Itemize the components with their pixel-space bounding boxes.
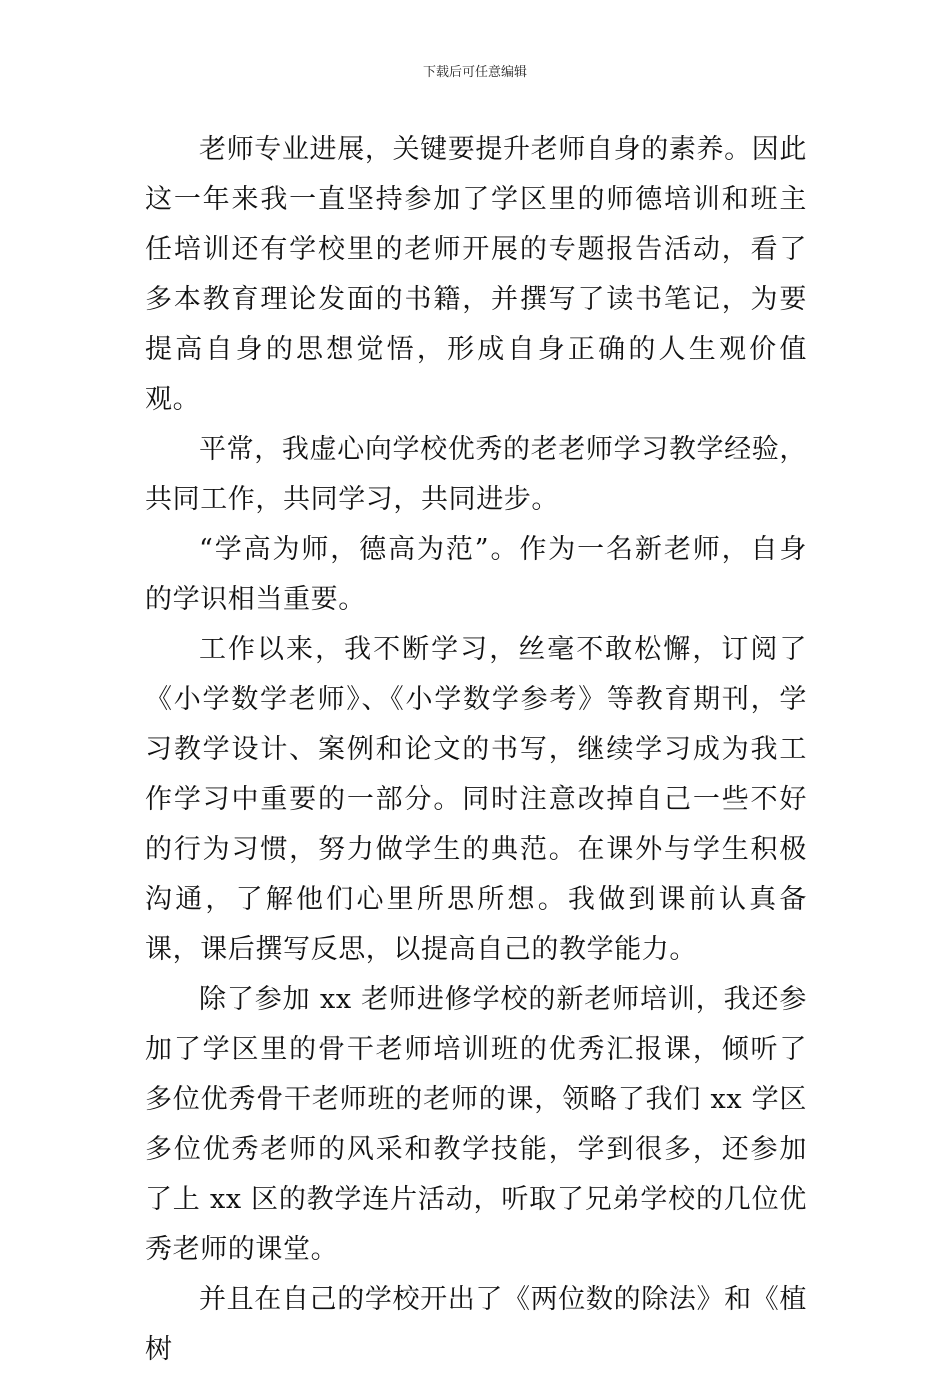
paragraph-1: 老师专业进展，关键要提升老师自身的素养。因此这一年来我一直坚持参加了学区里的师德培训和班主任培训还有学校里的老师开展的专题报告活动，看了多本教育理论发面的书籍，并撰写了读书笔记，为要提高自身的思想觉悟，形成自身正确的人生观价值观。 bbox=[145, 134, 807, 415]
page-header: 下载后可任意编辑 bbox=[422, 65, 527, 80]
paragraph-4: 工作以来，我不断学习，丝毫不敢松懈，订阅了《小学数学老师》、《小学数学参考》等教育期刊，学习教学设计、案例和论文的书写，继续学习成为我工作学习中重要的一部分。同时注意改掉自己一些不好的行为习惯，努力做学生的典范。在课外与学生积极沟通，了解他们心里所思所想。我做到课前认真备课，课后撰写反思，以提高自己的教学能力。 bbox=[145, 634, 807, 965]
paragraph-5: 除了参加 xx 老师进修学校的新老师培训，我还参加了学区里的骨干老师培训班的优秀汇报课，倾听了多位优秀骨干老师班的老师的课，领略了我们 xx 学区多位优秀老师的风采和教学技能，学到很多，还参加了上 xx 区的教学连片活动，听取了兄弟学校的几位优秀老师的课堂。 bbox=[145, 984, 807, 1265]
paragraph-3: “学高为师，德高为范”。作为一名新老师，自身的学识相当重要。 bbox=[145, 534, 807, 615]
paragraph-6: 并且在自己的学校开出了《两位数的除法》和《植树 bbox=[145, 1284, 807, 1365]
document-body bbox=[145, 125, 807, 1375]
paragraph-2: 平常，我虚心向学校优秀的老老师学习教学经验，共同工作，共同学习，共同进步。 bbox=[145, 434, 807, 515]
